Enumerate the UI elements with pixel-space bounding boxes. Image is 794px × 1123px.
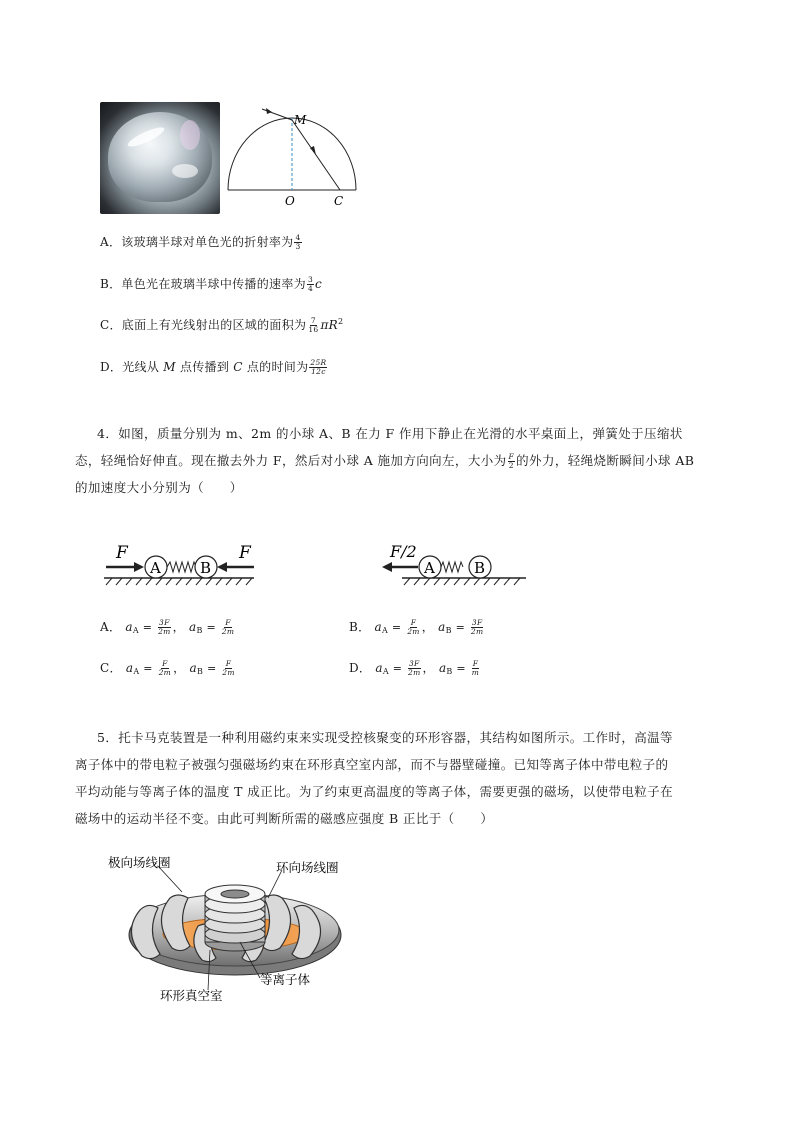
q4-option-b[interactable]: B． $a_A$ = $\frac{F}{2m}$ ， $a_B$ = $\frac{3F}{2m}$ bbox=[349, 618, 484, 636]
fraction: $\frac{3}{4}$ bbox=[307, 275, 314, 293]
force-f-right-label: F bbox=[239, 543, 251, 563]
ball-a-label: A bbox=[150, 559, 161, 577]
q3-option-d[interactable]: D．光线从 M 点传播到 C 点的时间为 $\frac{25R}{12c}$ bbox=[100, 358, 327, 376]
q4-figure-1 bbox=[104, 540, 264, 590]
q4-option-d[interactable]: D． $a_A$ = $\frac{3F}{2m}$ ， $a_B$ = $\frac{F}{m}$ bbox=[349, 659, 480, 677]
question-4-stem: 4．如图，质量分别为 m、2m 的小球 A、B 在力 F 作用下静止在光滑的水平桌面上，弹簧处于压缩状 态，轻绳恰好伸直。现在撤去外力 F，然后对小球 A 施加方向向左，大小为 $\frac{F}{2}$ 的外力，轻绳烧断瞬间小球 AB 的加速度大小分别为（ ） bbox=[75, 420, 725, 501]
q3-option-a[interactable]: A．该玻璃半球对单色光的折射率为 $\frac{4}{3}$ bbox=[100, 233, 301, 251]
glass-hemisphere-photo bbox=[100, 102, 220, 214]
force-f-half-label: F/2 bbox=[390, 542, 417, 561]
fraction: $\frac{4}{3}$ bbox=[295, 233, 301, 251]
fraction: $\frac{F}{2}$ bbox=[508, 452, 515, 470]
q4-option-c[interactable]: C． $a_A$ = $\frac{F}{2m}$ ， $a_B$ = $\frac{F}{2m}$ bbox=[100, 659, 235, 677]
fraction: $\frac{7}{16}$ bbox=[308, 316, 319, 334]
hemisphere-ray-diagram bbox=[222, 104, 362, 214]
vacuum-chamber-label: 环形真空室 bbox=[160, 988, 223, 1003]
point-m-label: M bbox=[294, 113, 307, 127]
q4-option-a[interactable]: A． $a_A$ = $\frac{3F}{2m}$ ， $a_B$ = $\frac{F}{2m}$ bbox=[100, 618, 235, 636]
fraction: $\frac{25R}{12c}$ bbox=[310, 358, 327, 376]
question-5-stem: 5．托卡马克装置是一种利用磁约束来实现受控核聚变的环形容器，其结构如图所示。工作时，高温等 离子体中的带电粒子被强匀强磁场约束在环形真空室内部，而不与器壁碰撞。已知等离子体中带电粒子的 平均动能与等离子体的温度 T 成正比。为了约束更高温度的等离子体，需要更强的磁场，以使带电粒子在 磁场中的运动半径不变。由此可判断所需的磁感应强度 B 正比于（ ） bbox=[75, 730, 673, 826]
q4-line-2: 态，轻绳恰好伸直。现在撤去外力 F，然后对小球 A 施加方向向左，大小为 $\frac{F}{2}$ 的外力，轻绳烧断瞬间小球 AB bbox=[75, 452, 695, 470]
q4-figure-2 bbox=[380, 540, 530, 590]
force-f-left-label: F bbox=[116, 543, 128, 563]
q3-option-c[interactable]: C．底面上有光线射出的区域的面积为 $\frac{7}{16}$ $\pi R^2$ bbox=[100, 316, 344, 334]
ball-b-label: B bbox=[474, 559, 486, 577]
tokamak-diagram bbox=[100, 850, 370, 1005]
plasma-label: 等离子体 bbox=[260, 972, 311, 987]
point-c-label: C bbox=[334, 194, 344, 208]
ball-a-label: A bbox=[424, 559, 435, 577]
poloidal-coil-label: 极向场线圈 bbox=[108, 855, 171, 870]
point-o-label: O bbox=[285, 194, 295, 208]
ball-b-label: B bbox=[200, 559, 212, 577]
toroidal-coil-label: 环向场线圈 bbox=[276, 860, 339, 875]
q3-option-b[interactable]: B．单色光在玻璃半球中传播的速率为 $\frac{3}{4}$ c bbox=[100, 275, 323, 293]
